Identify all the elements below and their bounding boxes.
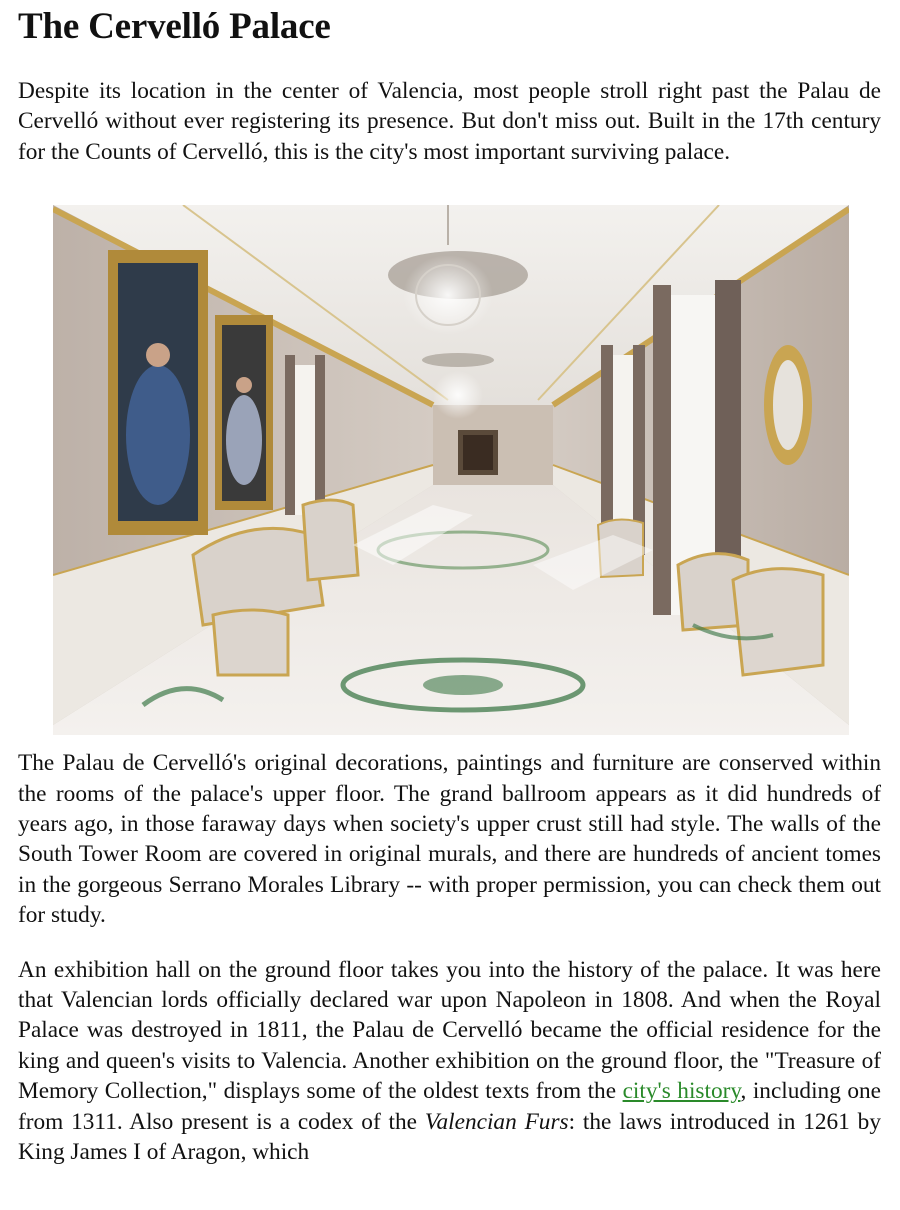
paragraph-exhibition-part3: : the laws introduced in 1261 by King James I of Aragon, which xyxy=(18,1108,881,1166)
article xyxy=(18,0,881,1168)
palace-hall-photo xyxy=(53,205,849,735)
paragraph-intro: Despite its location in the center of Valencia, most people stroll right past the Palau de Cervelló without ever registering its presence. But don't miss out. Built in the 17th century for the Counts of Cervelló, this is the city's most important surviving palace. xyxy=(18,78,881,165)
page-title: The Cervelló Palace xyxy=(18,6,331,47)
paragraph-exhibition-part1: An exhibition hall on the ground floor takes you into the history of the palace. It was here that Valencian lords officially declared war upon Napoleon in 1808. And when the Royal Palace was destroyed in 1811, the Palau de Cervelló became the official residence for the king and queen's visits to Valencia. Another exhibition on the ground floor, the "Treasure of Memory Collection," displays some of the oldest texts from the xyxy=(18,956,881,1105)
city-history-link[interactable]: city's history xyxy=(622,1078,741,1105)
paragraph-upper-floor: The Palau de Cervelló's original decorations, paintings and furniture are conserved within the rooms of the palace's upper floor. The grand ballroom appears as it did hundreds of years ago, in those faraway days when society's upper crust still had style. The walls of the South Tower Room are covered in original murals, and there are hundreds of ancient tomes in the gorgeous Serrano Morales Library -- with proper permission, you can check them out for study. xyxy=(18,750,881,929)
paragraph-exhibition xyxy=(18,955,881,1168)
paragraph-exhibition-part2: , including one from 1311. Also present is a codex of the xyxy=(18,1078,881,1135)
valencian-furs-italic: Valencian Furs xyxy=(424,1108,569,1135)
